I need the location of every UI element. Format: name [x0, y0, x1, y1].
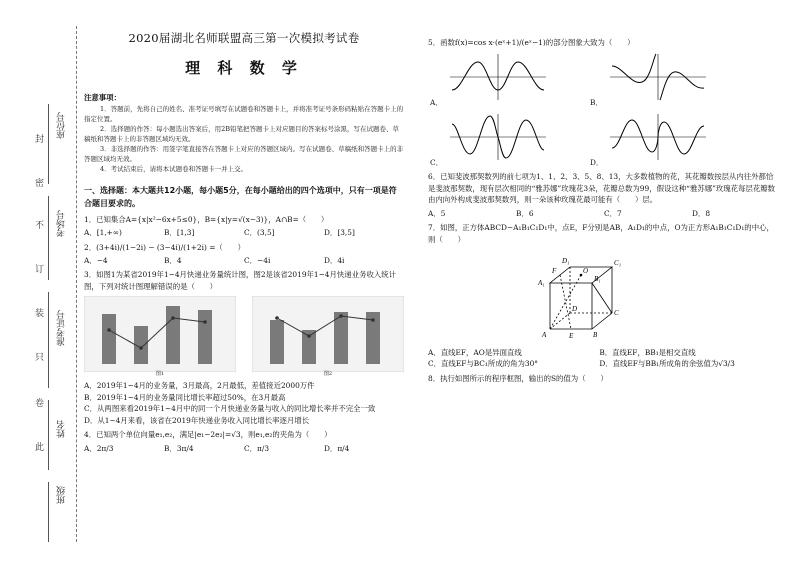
graph-d-curve: [588, 112, 728, 162]
option-c: C．直线EF与BC₁所成的角为30°: [428, 359, 538, 369]
graph-b-curve: [588, 52, 728, 102]
graph-option-a: [428, 52, 568, 108]
options-column: [428, 347, 780, 370]
cube-label: B₁: [594, 275, 601, 284]
option-c: C．从两图来看2019年1~4月中的同一个月快递业务量与收入的同比增长率并不完全一致: [84, 404, 376, 414]
option-a: A．[1,+∞): [84, 228, 122, 238]
graph-option-b: [588, 52, 728, 108]
graph-row-cd: [428, 112, 728, 168]
cube-label: C₁: [614, 259, 622, 268]
option-c: C．(3,5]: [244, 228, 275, 238]
notice-item: 2．选择题的作答：每小题选出答案后，用2B铅笔把答题卡上对应题目的答案标号涂黑，写在试题卷、草稿纸和答题卡上的非答题区域均无效。: [84, 124, 400, 143]
options-row: [84, 255, 404, 266]
binding-strip: [0, 0, 82, 562]
field-line: [48, 196, 49, 280]
question-3: [84, 269, 404, 426]
cube-label: C: [614, 309, 619, 318]
seal-char: 此: [35, 443, 45, 453]
statistics-figures: [84, 296, 404, 378]
question-1: [84, 214, 404, 239]
question-stem: 3．如图1为某省2019年1~4月快递业务量统计图，图2是该省2019年1~4月快递业务收入统计图，下列对统计图理解错误的是（ ）: [84, 270, 397, 291]
options-row: [84, 443, 404, 454]
figure-2-caption: 图2: [323, 370, 333, 377]
notice-heading: 注意事项：: [84, 93, 121, 103]
option-c: C．−4i: [244, 255, 271, 265]
option-b: B．6: [516, 208, 534, 218]
graph-b-label: B．: [590, 98, 603, 107]
option-b: B．直线EF，BB₁是相交直线: [599, 347, 696, 357]
notice-list: [84, 104, 404, 174]
field-line: [48, 104, 49, 184]
bar-line-chart-2: [252, 296, 404, 372]
cube-label: D₁: [562, 257, 570, 266]
seal-char: 封: [35, 135, 45, 145]
option-a: A．2019年1~4月的业务量，3月最高，2月最低，差值接近2000万件: [84, 381, 315, 391]
option-d: D．从1~4月来看，该省在2019年快递业务收入同比增长率逐月增长: [84, 415, 310, 425]
exam-subject: 理 科 数 学: [185, 58, 303, 77]
option-d: D．[3,5]: [324, 228, 355, 238]
options-column: [84, 380, 404, 426]
graph-a-label: A．: [430, 98, 443, 107]
graph-d-label: D．: [590, 158, 604, 167]
option-b: B．2019年1~4月的业务量同比增长率超过50%，在3月最高: [84, 392, 286, 402]
question-stem: 6．已知斐波那契数列的前七项为1、1、2、3、5、8、13，大多数植物的花，其花瓣数按层从内往外都恰是斐波那契数，现有层次相同的“雅苏娜”玫瑰花3朵，花瓣总数为99，假设这种“雅苏娜”玫瑰花每层花瓣数由内向外构成斐波那契数列，则一朵该种玫瑰花最可能有（ ）层。: [428, 172, 776, 205]
class-label: 班级: [57, 486, 67, 504]
seal-char: 卷: [35, 399, 45, 409]
cube-label: A: [542, 331, 547, 340]
option-b: B．3π/4: [164, 443, 194, 453]
option-c: C．π/3: [244, 443, 270, 453]
question-2: [84, 242, 404, 267]
graph-c-label: C．: [430, 158, 444, 167]
notice-item: 3．非选择题的作答：用签字笔直接答在答题卡上对应的答题区域内。写在试题卷、草稿纸和答题卡上的非答题区域均无效。: [84, 144, 404, 163]
seal-char: 密: [35, 179, 45, 189]
field-line: [48, 292, 49, 388]
cube-label: F: [552, 267, 557, 276]
question-stem: 1．已知集合A={x|x²−6x+5≤0}，B={x|y=√(x−3)}，A∩B=（ ）: [84, 214, 329, 224]
option-a: A．直线EF，AO是异面直线: [428, 347, 522, 357]
figure-1-caption: 图1: [155, 370, 165, 377]
cube-label: A₁: [538, 279, 545, 288]
question-5: [428, 37, 780, 168]
cube-label: D: [572, 305, 578, 314]
field-line: [48, 400, 49, 470]
options-row: [84, 227, 404, 238]
cube-label: O: [583, 267, 589, 276]
question-stem: 8．执行如图所示的程序框图，输出的S的值为（ ）: [428, 373, 608, 383]
question-8: [428, 373, 780, 384]
seal-char: 只: [35, 353, 45, 363]
graph-c-curve: [428, 112, 568, 162]
cube-figure: [536, 249, 646, 341]
graph-option-d: [588, 112, 728, 168]
seat-number-label: 座位号: [57, 112, 67, 139]
question-6: [428, 171, 780, 219]
admission-ticket-label: 准考证号: [57, 310, 67, 346]
figure-1-chart: [84, 296, 236, 378]
seal-char: 订: [35, 265, 45, 275]
notice-item: 4．考试结束后，请将本试题卷和答题卡一并上交。: [100, 164, 248, 173]
seal-char: 装: [35, 309, 45, 319]
options-row: [428, 208, 780, 219]
section-heading: 一、选择题：本大题共12小题，每小题5分，在每小题给出的四个选项中，只有一项是符合题目要求的。: [84, 185, 397, 208]
left-column: [84, 0, 404, 454]
seal-char: 不: [35, 221, 45, 231]
option-d: D．直线EF与BB₁所成角的余弦值为√3/3: [599, 359, 735, 369]
notice-item: 1．答题前，先将自己的姓名、准考证号填写在试题卷和答题卡上，并将准考证号条形码粘贴在答题卡上的指定位置。: [84, 104, 404, 123]
question-stem: 7．如图，正方体ABCD−A₁B₁C₁D₁中，点E，F分别是AB，A₁D₁的中点，O为正方形A₁B₁C₁D₁的中心，则（ ）: [428, 223, 774, 244]
graph-a-curve: [428, 52, 568, 102]
field-line: [48, 482, 49, 542]
option-a: A．5: [428, 208, 446, 218]
option-d: D．π/4: [324, 443, 350, 453]
exam-room-label: 考场号: [57, 210, 67, 237]
option-b: B．[1,3]: [164, 228, 195, 238]
option-d: D．4i: [324, 255, 345, 265]
question-7: [428, 222, 780, 369]
cube-label: E: [569, 332, 574, 341]
graph-option-c: [428, 112, 568, 168]
bar-line-chart-1: [84, 296, 236, 372]
option-a: A．2π/3: [84, 443, 114, 453]
question-stem: 2．(3+4i)/(1−2i) − (3−4i)/(1+2i) =（ ）: [84, 242, 245, 252]
question-stem: 4．已知两个单位向量e₁,e₂，满足|e₁−2e₂|=√3，则e₁,e₂的夹角为（ ）: [84, 430, 332, 440]
option-d: D．8: [692, 208, 711, 218]
right-column: [428, 34, 780, 384]
cut-line: [76, 26, 77, 542]
name-label: 姓名: [57, 420, 67, 438]
figure-2-chart: [252, 296, 404, 378]
option-c: C．7: [604, 208, 622, 218]
question-stem: 5．函数f(x)=cos x·(eˣ+1)/(eˣ−1)的部分图象大致为（ ）: [428, 38, 635, 47]
cube-label: B: [593, 331, 598, 340]
option-a: A．−4: [84, 255, 108, 265]
question-4: [84, 429, 404, 454]
option-b: B．4: [164, 255, 182, 265]
exam-title: 2020届湖北名师联盟高三第一次模拟考试卷: [128, 31, 360, 45]
graph-row-ab: [428, 52, 728, 108]
